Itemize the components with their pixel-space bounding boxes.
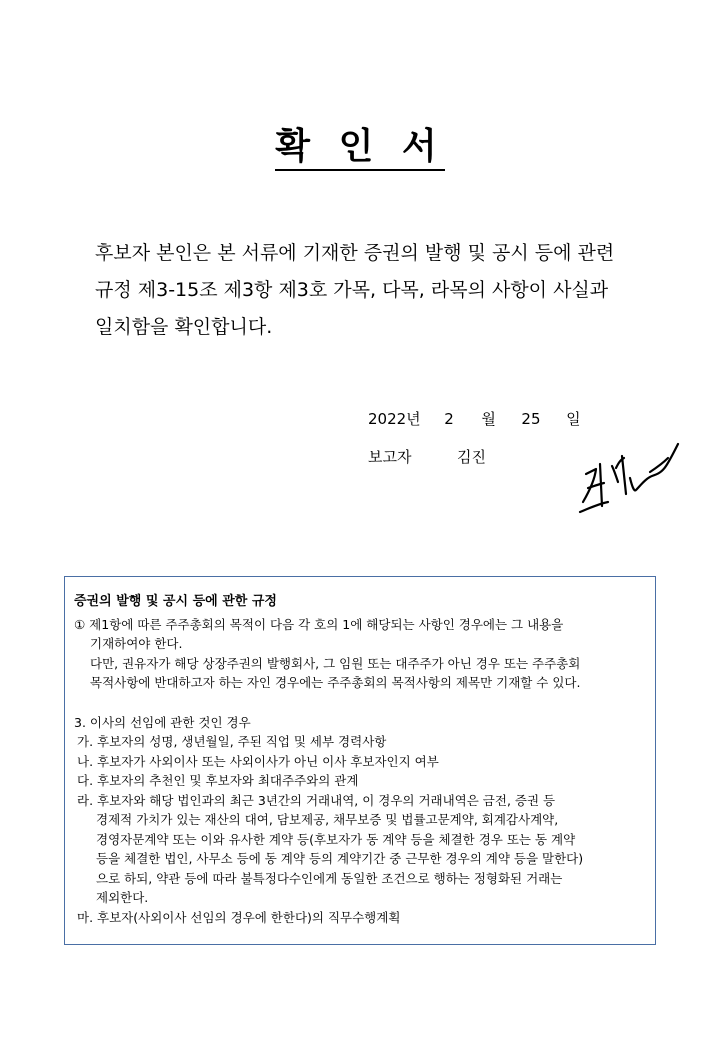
regulation-heading: 증권의 발행 및 공시 등에 관한 규정: [74, 594, 277, 609]
clause-line: 기재하여야 한다.: [90, 636, 183, 651]
list-item-continuation: 경제적 가치가 있는 재산의 대여, 담보제공, 채무보증 및 법률고문계약, 회계감사계약,: [96, 812, 559, 827]
paragraph-line: 규정 제3-15조 제3항 제3호 가목, 다목, 라목의 사항이 사실과: [95, 279, 609, 301]
document-title: [0, 118, 720, 169]
reporter-name: 김진: [457, 448, 487, 466]
list-item-continuation: 으로 하되, 약관 등에 따라 불특정다수인에게 동일한 조건으로 행하는 정형화된 거래는: [96, 870, 563, 886]
list-item-continuation: 제외한다.: [96, 890, 149, 905]
list-item-continuation: 경영자문계약 또는 이와 유사한 계약 등(후보자가 동 계약 등을 체결한 경우 또는 동 계약: [96, 831, 576, 847]
confirmation-paragraph: [95, 235, 655, 346]
paragraph-line: 후보자 본인은 본 서류에 기재한 증권의 발행 및 공시 등에 관련: [95, 242, 615, 264]
clause-line: 다만, 권유자가 해당 상장주권의 발행회사, 그 임원 또는 대주주가 아닌 경우 또는 주주총회: [90, 655, 581, 671]
date-month-unit: 월: [481, 410, 496, 428]
list-item: 나. 후보자가 사외이사 또는 사외이사가 아닌 이사 후보자인지 여부: [77, 753, 439, 769]
date-year: 2022년: [368, 410, 421, 428]
list-item-continuation: 등을 체결한 법인, 사무소 등에 동 계약 등의 계약기간 중 근무한 경우의 계약 등을 말한다): [96, 851, 584, 866]
date-line: [368, 408, 581, 429]
paragraph-line: 일치함을 확인합니다.: [95, 316, 273, 338]
reporter-line: [368, 446, 486, 467]
clause-line: ① 제1항에 따른 주주총회의 목적이 다음 각 호의 1에 해당되는 사항인 경우에는 그 내용을: [74, 616, 564, 632]
list-item: 라. 후보자와 해당 법인과의 최근 3년간의 거래내역, 이 경우의 거래내역은 금전, 증권 등: [77, 792, 556, 808]
date-day-unit: 일: [566, 410, 581, 428]
list-item: 가. 후보자의 성명, 생년월일, 주된 직업 및 세부 경력사항: [77, 734, 387, 749]
regulation-text: [74, 592, 654, 927]
date-day: 25: [521, 410, 541, 428]
handwritten-signature: [578, 436, 682, 520]
reporter-label: 보고자: [368, 448, 412, 466]
list-item: 다. 후보자의 추천인 및 후보자와 최대주주와의 관계: [77, 773, 359, 788]
list-item: 마. 후보자(사외이사 선임의 경우에 한한다)의 직무수행계획: [77, 909, 401, 925]
date-month: 2: [444, 410, 454, 428]
document-title-text: 확 인 서: [275, 126, 444, 171]
clause-line: 목적사항에 반대하고자 하는 자인 경우에는 주주총회의 목적사항의 제목만 기재할 수 있다.: [90, 675, 581, 690]
section-heading: 3. 이사의 선임에 관한 것인 경우: [74, 714, 251, 730]
